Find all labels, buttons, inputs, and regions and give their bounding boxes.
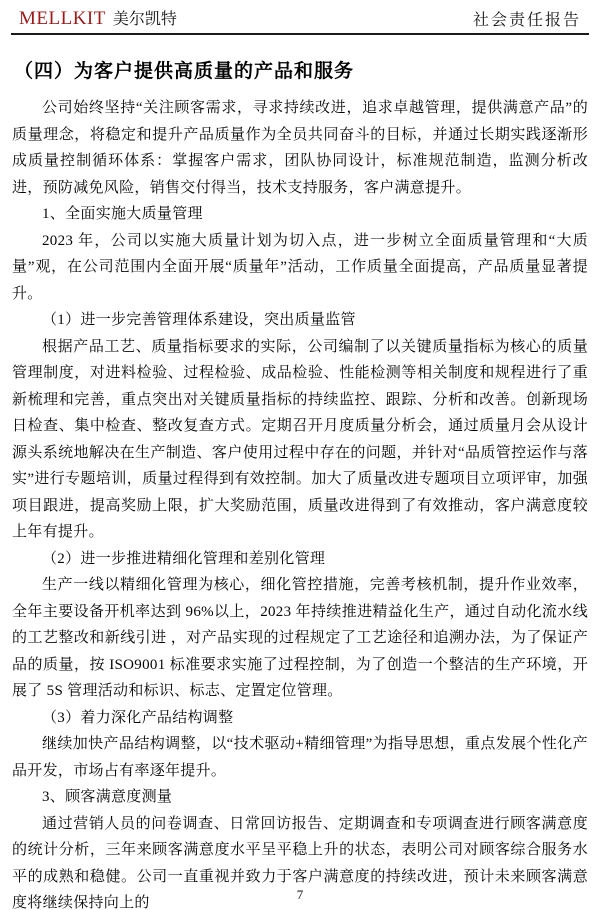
paragraph: 根据产品工艺、质量指标要求的实际，公司编制了以关键质量指标为核心的质量管理制度，对进料检验、过程检验、成品检验、性能检测等相关制度和规程进行了重新梳理和完善，重点突出对关键质量指标的持续监控、跟踪、分析和改善。创新现场日检查、集中检查、整改复查方式。定期召开月度质量分析会，通过质量月会从设计源头系统地解决在生产制造、客户使用过程中存在的问题，并针对“品质管控运作与落实”进行专题培训，质量过程得到有效控制。加大了质量改进专题项目立项评审，加强项目跟进，提高奖励上限，扩大奖励范围，质量改进得到了有效推动，客户满意度较上年有提升。 [12, 338, 588, 540]
paragraph: 3、顾客满意度测量 [42, 789, 173, 805]
paragraph: 2023 年，公司以实施大质量计划为切入点，进一步树立全面质量管理和“大质量”观，在公司范围内全面开展“质量年”活动，工作质量全面提高，产品质量显著提升。 [12, 232, 588, 302]
paragraph: （1）进一步完善管理体系建设，突出质量监管 [42, 312, 356, 328]
paragraph: 1、全面实施大质量管理 [42, 206, 203, 222]
page-number: 7 [296, 887, 304, 902]
paragraph: 生产一线以精细化管理为核心，细化管控措施，完善考核机制，提升作业效率，全年主要设备开机率达到 96%以上，2023 年持续推进精益化生产，通过自动化流水线的工艺整改和新线引进 ，对产品实现的过程规定了工艺途径和追溯办法，为了保证产品的质量，按 ISO9001 标准要求实施了过程控制，为了创造一个整洁的生产环境，开展了 5S 管理活动和标识、标志、定置定位管理。 [12, 577, 588, 699]
paragraph: （3）着力深化产品结构调整 [42, 709, 234, 726]
brand-logo-text: MELLKIT [19, 8, 106, 29]
paragraph: 通过营销人员的问卷调查、日常回访报告、定期调查和专项调查进行顾客满意度的统计分析，三年来顾客满意度水平呈平稳上升的状态，表明公司对顾客综合服务水平的成熟和稳健。公司一直重视并致力于客户满意度的持续改进，预计未来顾客满意度将继续保持向上的 [12, 815, 588, 910]
brand [19, 6, 177, 30]
paragraph: 公司始终坚持“关注顾客需求，寻求持续改进，追求卓越管理，提供满意产品”的质量理念，将稳定和提升产品质量作为全员共同奋斗的目标，并通过长期实践逐渐形成质量控制循环体系：掌握客户需求，团队协同设计，标准规范制造，监测分析改进，预防减免风险，销售交付得当，技术支持服务，客户满意提升。 [12, 100, 588, 196]
paragraph: （2）进一步推进精细化管理和差别化管理 [42, 550, 326, 567]
section-title: （四）为客户提供高质量的产品和服务 [14, 61, 355, 82]
page-header [11, 6, 589, 35]
brand-name-chinese: 美尔凯特 [112, 11, 177, 28]
paragraph: 继续加快产品结构调整，以“技术驱动+精细管理”为指导思想，重点发展个性化产品开发，市场占有率逐年提升。 [12, 736, 588, 779]
report-title: 社会责任报告 [472, 12, 581, 29]
page-footer [0, 886, 600, 904]
body-paragraphs [12, 95, 588, 910]
